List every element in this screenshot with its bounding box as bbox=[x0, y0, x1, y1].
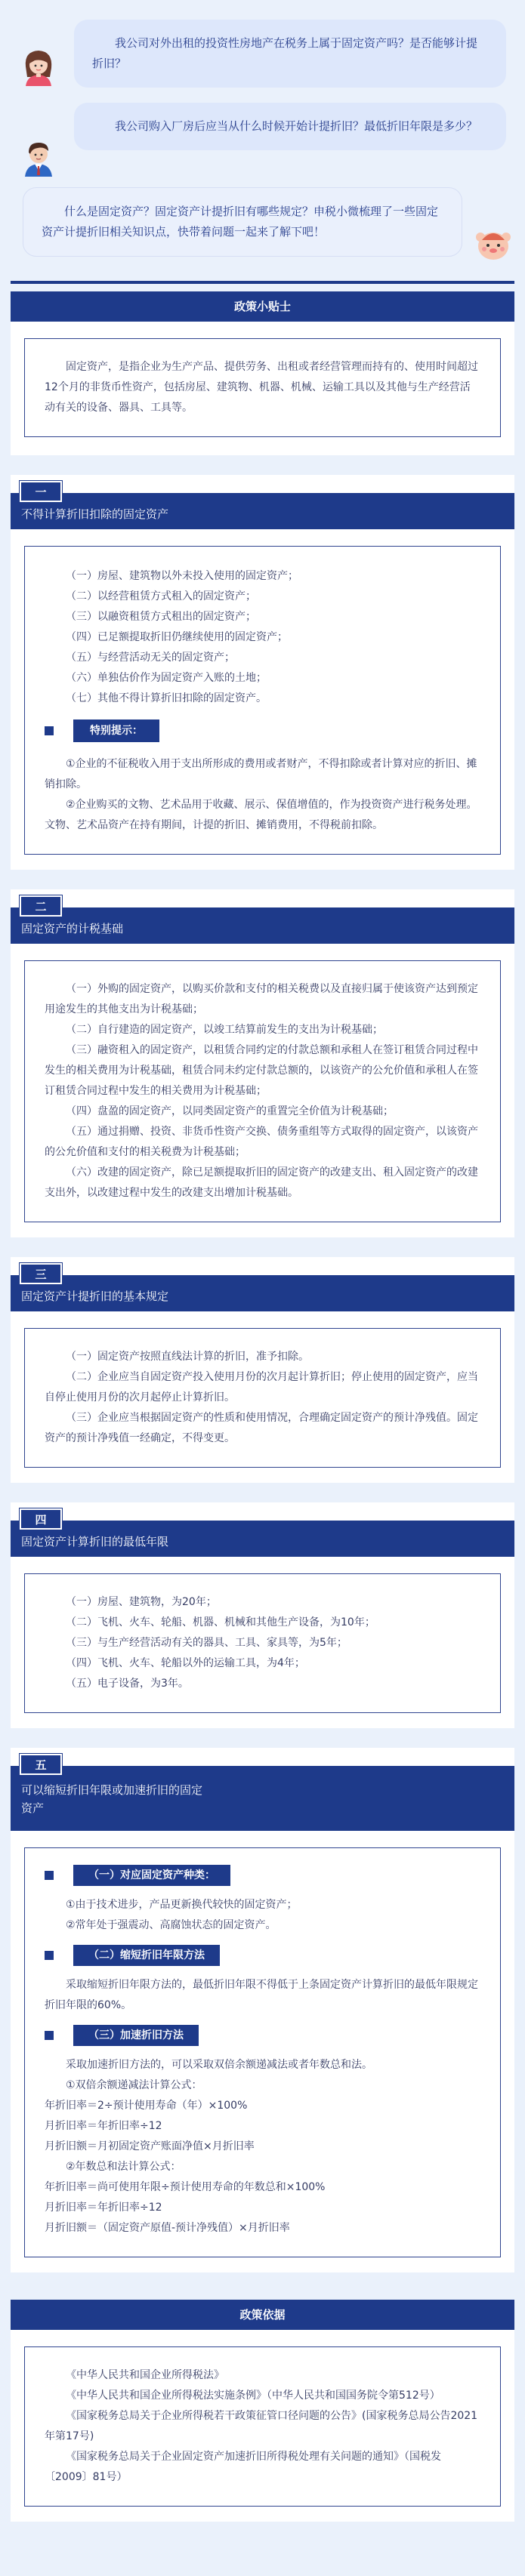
question-bubble-1 bbox=[74, 20, 506, 88]
formula-line: 月折旧率＝年折旧率÷12 bbox=[45, 2202, 162, 2214]
chat-row-q1 bbox=[0, 14, 525, 92]
tip-item: ②企业购买的文物、艺术品用于收藏、展示、保值增值的，作为投资资产进行税务处理。文物、艺术品资产在持有期间，计提的折旧、摊销费用，不得税前扣除。 bbox=[45, 799, 477, 831]
list-item: （六）改建的固定资产，除已足额提取折旧的固定资产的改建支出、租入固定资产的改建支出外，以改建过程中发生的改建支出增加计税基础。 bbox=[45, 1166, 478, 1199]
section-5-header bbox=[11, 1748, 514, 1831]
tips-title-bar bbox=[11, 291, 514, 322]
section-1-number: 一 bbox=[20, 481, 62, 502]
list-item: （四）盘盈的固定资产，以同类固定资产的重置完全价值为计税基础； bbox=[66, 1105, 394, 1117]
list-item: （一）房屋、建筑物以外未投入使用的固定资产； bbox=[66, 570, 298, 582]
tips-intro-text: 固定资产，是指企业为生产产品、提供劳务、出租或者经营管理而持有的、使用时间超过12个月的非货币性资产，包括房屋、建筑物、机器、机械、运输工具以及其他与生产经营活动有关的设备、器具、工具等。 bbox=[45, 361, 478, 414]
law-item: 《国家税务总局关于企业所得税若干政策征管口径问题的公告》(国家税务总局公告2021年第17号) bbox=[45, 2410, 478, 2442]
formula-line: 年折旧率＝2÷预计使用寿命（年）×100% bbox=[45, 2100, 248, 2112]
basis-box bbox=[24, 2346, 501, 2507]
subsection-text: 采取缩短折旧年限方法的，最低折旧年限不得低于上条固定资产计算折旧的最低年限规定折旧年限的60%。 bbox=[45, 1979, 478, 2011]
list-item: 采取加速折旧方法的，可以采取双倍余额递减法或者年数总和法。 bbox=[66, 2059, 372, 2071]
section-2-panel bbox=[11, 944, 514, 1237]
list-item: （一）房屋、建筑物，为20年； bbox=[66, 1596, 217, 1608]
law-item: 《国家税务总局关于企业固定资产加速折旧所得税处理有关问题的通知》（国税发〔2009〕81号） bbox=[45, 2451, 441, 2483]
list-item: （五）电子设备，为3年。 bbox=[66, 1678, 189, 1690]
subsection-label-3: （三）加速折旧方法 bbox=[73, 2025, 199, 2046]
square-bullet-icon bbox=[45, 726, 54, 735]
list-item: （四）已足额提取折旧仍继续使用的固定资产； bbox=[66, 631, 288, 643]
section-4-box bbox=[24, 1573, 501, 1713]
list-item: ②年数总和法计算公式： bbox=[66, 2161, 181, 2173]
formula-line: 年折旧率＝尚可使用年限÷预计使用寿命的年数总和×100% bbox=[45, 2181, 326, 2193]
list-item: （一）固定资产按照直线法计算的折旧，准予扣除。 bbox=[66, 1351, 309, 1363]
section-1-panel bbox=[11, 529, 514, 870]
list-item: （二）以经营租赁方式租入的固定资产； bbox=[66, 590, 256, 602]
section-4-number: 四 bbox=[20, 1508, 62, 1530]
special-tip-label: 特别提示： bbox=[73, 719, 159, 742]
section-4-panel bbox=[11, 1557, 514, 1728]
list-item: （五）与经营活动无关的固定资产； bbox=[66, 652, 235, 664]
formula-line: 月折旧率＝年折旧率÷12 bbox=[45, 2120, 162, 2132]
list-item: （一）外购的固定资产，以购买价款和支付的相关税费以及直接归属于使该资产达到预定用途发生的其他支出为计税基础； bbox=[45, 983, 478, 1015]
subsection-badge-3 bbox=[45, 2025, 480, 2046]
square-bullet-icon bbox=[45, 1951, 54, 1960]
basis-title: 政策依据 bbox=[239, 2308, 286, 2322]
answer-text: 什么是固定资产？固定资产计提折旧有哪些规定？申税小微梳理了一些固定资产计提折旧相关知识点，快带着问题一起来了解下吧！ bbox=[42, 205, 439, 239]
list-item: （五）通过捐赠、投资、非货币性资产交换、债务重组等方式取得的固定资产，以该资产的公允价值和支付的相关税费为计税基础； bbox=[45, 1126, 478, 1158]
section-4-title: 固定资产计算折旧的最低年限 bbox=[11, 1521, 514, 1557]
basis-panel bbox=[11, 2330, 514, 2522]
basis-title-bar bbox=[11, 2300, 514, 2330]
question-bubble-2 bbox=[74, 103, 506, 150]
chat-row-answer bbox=[0, 177, 525, 270]
section-3-box bbox=[24, 1328, 501, 1468]
tips-intro-box bbox=[24, 338, 501, 437]
list-item: （四）飞机、火车、轮船以外的运输工具，为4年； bbox=[66, 1657, 305, 1669]
law-item: 《中华人民共和国企业所得税法》 bbox=[66, 2369, 224, 2381]
subsection-label-1: （一）对应固定资产种类： bbox=[73, 1865, 230, 1886]
formula-line: 月折旧额＝月初固定资产账面净值×月折旧率 bbox=[45, 2140, 255, 2152]
section-3-title: 固定资产计提折旧的基本规定 bbox=[11, 1275, 514, 1311]
list-item: ②常年处于强震动、高腐蚀状态的固定资产。 bbox=[66, 1919, 276, 1931]
subsection-badge-1 bbox=[45, 1865, 480, 1886]
section-4-header bbox=[11, 1502, 514, 1557]
subsection-badge-2 bbox=[45, 1945, 480, 1966]
list-item: （二）企业应当自固定资产投入使用月份的次月起计算折旧；停止使用的固定资产，应当自停止使用月份的次月起停止计算折旧。 bbox=[45, 1371, 478, 1404]
section-1-title: 不得计算折旧扣除的固定资产 bbox=[11, 493, 514, 529]
section-2-box bbox=[24, 960, 501, 1222]
question-text-2: 我公司购入厂房后应当从什么时候开始计提折旧？最低折旧年限是多少？ bbox=[115, 119, 478, 133]
chat-row-q2 bbox=[0, 92, 525, 177]
list-item: ①由于技术进步，产品更新换代较快的固定资产； bbox=[66, 1899, 298, 1911]
list-item: （三）与生产经营活动有关的器具、工具、家具等，为5年； bbox=[66, 1637, 347, 1649]
tip-item: ①企业的不征税收入用于支出所形成的费用或者财产，不得扣除或者计算对应的折旧、摊销扣除。 bbox=[45, 758, 477, 790]
woman-avatar-icon bbox=[15, 42, 62, 89]
section-5-panel bbox=[11, 1831, 514, 2272]
mascot-icon bbox=[471, 220, 515, 264]
question-text-1: 我公司对外出租的投资性房地产在税务上属于固定资产吗？是否能够计提折旧？ bbox=[92, 36, 478, 70]
section-2-header bbox=[11, 889, 514, 944]
tips-title: 政策小贴士 bbox=[233, 300, 291, 313]
square-bullet-icon bbox=[45, 1871, 54, 1880]
man-avatar-icon bbox=[15, 133, 62, 180]
special-tip-badge bbox=[45, 719, 159, 742]
list-item: （七）其他不得计算折旧扣除的固定资产。 bbox=[66, 692, 267, 704]
tips-panel bbox=[11, 322, 514, 455]
subsection-label-2: （二）缩短折旧年限方法 bbox=[73, 1945, 220, 1966]
square-bullet-icon bbox=[45, 2031, 54, 2040]
section-5-box bbox=[24, 1847, 501, 2257]
section-2-number: 二 bbox=[20, 895, 62, 917]
section-3-panel bbox=[11, 1311, 514, 1483]
list-item: （二）飞机、火车、轮船、机器、机械和其他生产设备，为10年； bbox=[66, 1616, 375, 1628]
section-5-number: 五 bbox=[20, 1754, 62, 1775]
section-3-number: 三 bbox=[20, 1263, 62, 1284]
list-item: （三）以融资租赁方式租出的固定资产； bbox=[66, 611, 256, 623]
list-item: （三）企业应当根据固定资产的性质和使用情况，合理确定固定资产的预计净残值。固定资产的预计净残值一经确定，不得变更。 bbox=[45, 1412, 478, 1444]
list-item: （三）融资租入的固定资产，以租赁合同约定的付款总额和承租人在签订租赁合同过程中发生的相关费用为计税基础，租赁合同未约定付款总额的，以该资产的公允价值和承租人在签订租赁合同过程中发生的相关费用为计税基础； bbox=[45, 1044, 478, 1097]
section-3-header bbox=[11, 1257, 514, 1311]
section-2-title: 固定资产的计税基础 bbox=[11, 907, 514, 944]
law-item: 《中华人民共和国企业所得税法实施条例》（中华人民共和国国务院令第512号） bbox=[66, 2390, 440, 2402]
section-1-box bbox=[24, 546, 501, 855]
section-1-header bbox=[11, 475, 514, 529]
list-item: （二）自行建造的固定资产，以竣工结算前发生的支出为计税基础； bbox=[66, 1024, 383, 1036]
section-5-title: 可以缩短折旧年限或加速折旧的固定资产 bbox=[11, 1766, 514, 1831]
list-item: （六）单独估价作为固定资产入账的土地； bbox=[66, 672, 267, 684]
formula-line: 月折旧额＝（固定资产原值-预计净残值）×月折旧率 bbox=[45, 2222, 290, 2234]
answer-bubble bbox=[23, 187, 462, 257]
list-item: ①双倍余额递减法计算公式： bbox=[66, 2079, 202, 2091]
